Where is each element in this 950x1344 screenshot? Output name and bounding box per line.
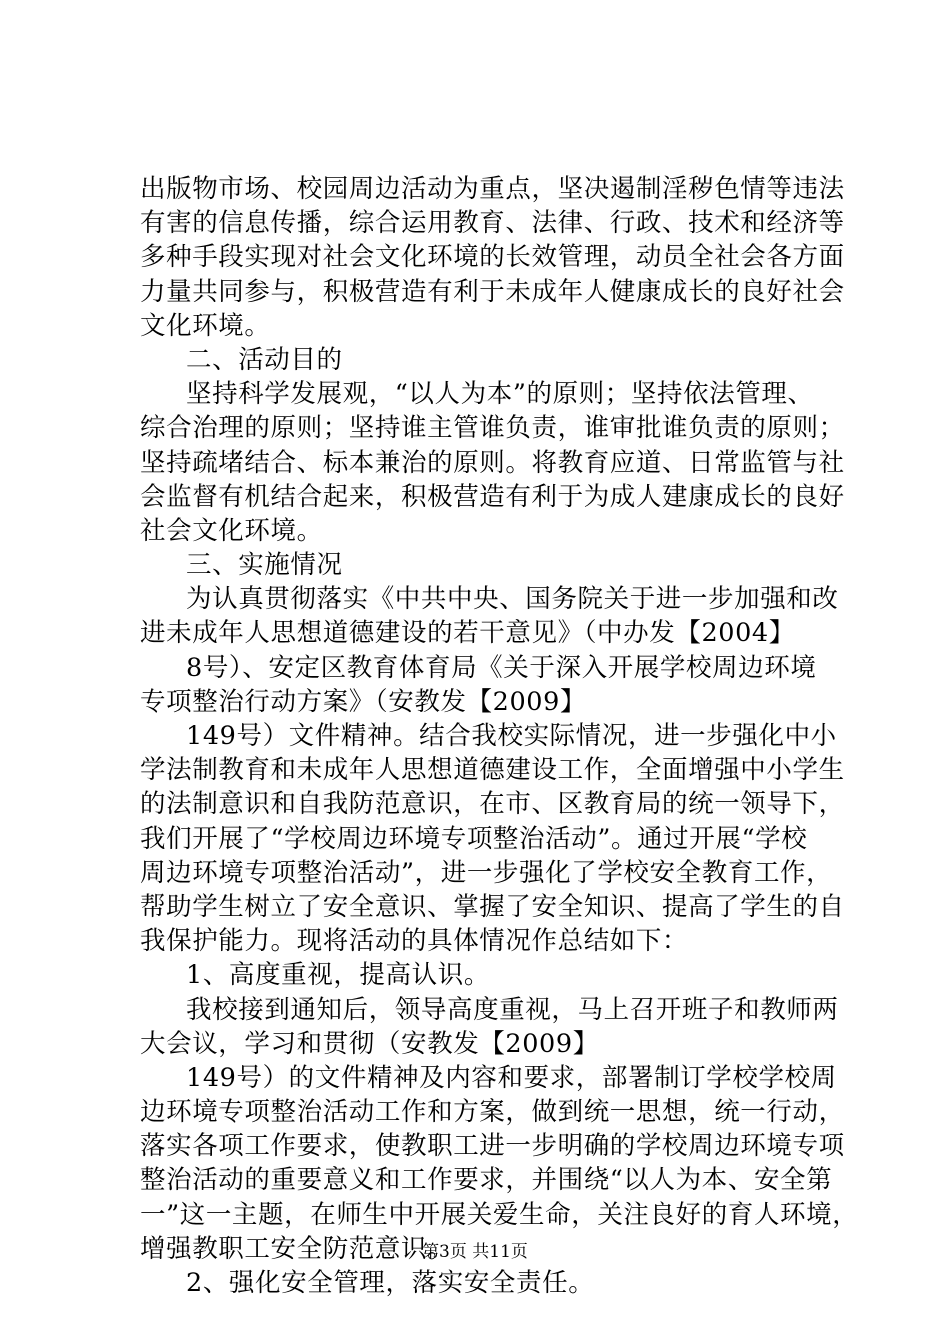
text-line: 边环境专项整治活动工作和方案，做到统一思想，统一行动， (140, 1097, 845, 1128)
text-line: 增强教职工安全防范意识。 (140, 1233, 454, 1264)
text-line: 我校接到通知后，领导高度重视，马上召开班子和教师两 (186, 994, 839, 1025)
text-line: 整治活动的重要意义和工作要求，并围绕“以人为本、安全第 (140, 1165, 833, 1196)
text-line: 坚持科学发展观，“以人为本”的原则；坚持依法管理、 (186, 379, 814, 410)
text-line: 8号）、安定区教育体育局《关于深入开展学校周边环境 (186, 652, 817, 683)
text-line: 文化环境。 (140, 310, 271, 341)
text-line: 学法制教育和未成年人思想道德建设工作，全面增强中小学生 (140, 755, 845, 786)
text-line: 综合治理的原则；坚持谁主管谁负责，谁审批谁负责的原则； (140, 413, 845, 444)
text-line: 坚持疏堵结合、标本兼治的原则。将教育应道、日常监管与社 (140, 447, 845, 478)
text-line: 社会文化环境。 (140, 515, 323, 546)
section-heading: 二、活动目的 (186, 344, 343, 375)
text-line: 帮助学生树立了安全意识、掌握了安全知识、提高了学生的自 (140, 891, 845, 922)
subsection-heading: 1、高度重视，提高认识。 (186, 960, 490, 991)
text-line: 大会议，学习和贯彻（安教发【2009】 (140, 1028, 599, 1059)
document-body (140, 172, 859, 1300)
text-line: 有害的信息传播，综合运用教育、法律、行政、技术和经济等 (140, 208, 845, 239)
text-line: 进未成年人思想道德建设的若干意见》（中办发【2004】 (140, 618, 795, 649)
text-line: 会监督有机结合起来，积极营造有利于为成人建康成长的良好 (140, 481, 845, 512)
text-line: 落实各项工作要求，使教职工进一步明确的学校周边环境专项 (140, 1131, 845, 1162)
text-line: 149号）文件精神。结合我校实际情况，进一步强化中小 (186, 721, 837, 751)
text-line: 多种手段实现对社会文化环境的长效管理，动员全社会各方面 (140, 242, 845, 273)
text-line: 149号）的文件精神及内容和要求，部署制订学校学校周 (186, 1062, 837, 1093)
text-line: 的法制意识和自我防范意识，在市、区教育局的统一领导下， (140, 789, 845, 820)
subsection-heading: 2、强化安全管理，落实安全责任。 (186, 1268, 595, 1298)
text-line: 力量共同参与，积极营造有利于未成年人健康成长的良好社会 (140, 276, 845, 307)
text-line: 出版物市场、校园周边活动为重点，坚决遏制淫秽色情等违法 (140, 174, 845, 204)
text-line: 专项整治行动方案》（安教发【2009】 (140, 686, 587, 717)
page-number-footer: 第3页 共11页 (422, 1242, 528, 1262)
text-line: 为认真贯彻落实《中共中央、国务院关于进一步加强和改 (186, 584, 839, 615)
text-line: 一”这一主题，在师生中开展关爱生命，关注良好的育人环境， (140, 1199, 859, 1230)
text-line: 我们开展了“学校周边环境专项整治活动”。通过开展“学校 (140, 823, 808, 854)
section-heading: 三、实施情况 (186, 550, 343, 581)
text-line: 周边环境专项整治活动”，进一步强化了学校安全教育工作， (140, 857, 833, 888)
text-line: 我保护能力。现将活动的具体情况作总结如下： (140, 926, 689, 957)
